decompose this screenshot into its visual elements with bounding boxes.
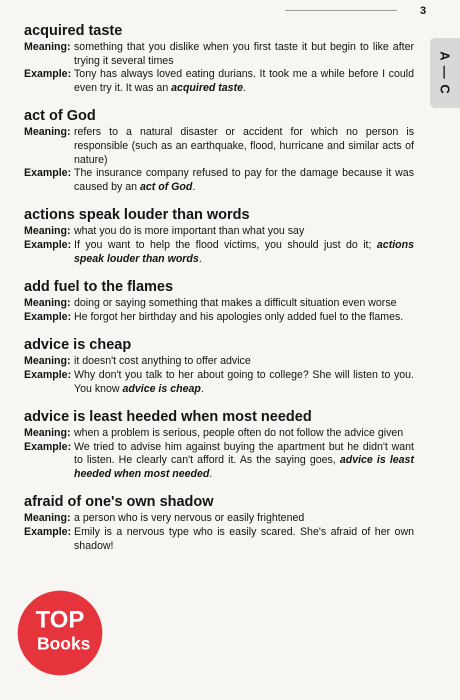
example-label: Example: <box>24 310 72 323</box>
watermark-line2: Books <box>36 633 91 654</box>
meaning-label: Meaning: <box>24 427 71 440</box>
thumb-index-tab <box>430 38 460 108</box>
idiom-headword: advice is cheap <box>24 337 132 354</box>
meaning-text: doing or saying something that makes a difficult situation even worse <box>74 297 397 310</box>
header-rule <box>285 10 397 11</box>
example-text: The insurance company refused to pay for the damage because it was caused by an act of God. <box>74 167 414 193</box>
meaning-text: a person who is very nervous or easily frightened <box>74 512 305 525</box>
entry <box>24 336 414 396</box>
meaning-label: Meaning: <box>24 126 71 139</box>
example-text: We tried to advise him against buying the apartment but he didn't want to listen. He clearly can't afford it. As the saying goes, advice is least heeded when most needed. <box>74 440 414 480</box>
example-label: Example: <box>24 440 72 453</box>
idiom-headword: actions speak louder than words <box>24 207 250 224</box>
dictionary-entries <box>24 22 414 565</box>
entry <box>24 22 414 95</box>
meaning-text: something that you dislike when you first taste it but begin to like after trying it several times <box>74 41 414 67</box>
example-label: Example: <box>24 167 72 180</box>
example-label: Example: <box>24 526 72 539</box>
entry <box>24 278 414 324</box>
topbooks-watermark-logo <box>14 587 106 679</box>
meaning-label: Meaning: <box>24 41 71 53</box>
idiom-headword: add fuel to the flames <box>24 279 174 296</box>
example-label: Example: <box>24 68 72 81</box>
idiom-headword: advice is least heeded when most needed <box>24 409 312 426</box>
meaning-label: Meaning: <box>24 512 71 525</box>
idiom-headword: acquired taste <box>24 23 123 39</box>
idiom-headword: afraid of one's own shadow <box>24 494 214 511</box>
meaning-text: what you do is more important than what you say <box>74 225 305 238</box>
example-text: Emily is a nervous type who is easily scared. She's afraid of her own shadow! <box>74 526 414 552</box>
meaning-text: it doesn't cost anything to offer advice <box>74 355 251 368</box>
thumb-index-label: A — C <box>437 51 453 95</box>
entry <box>24 408 414 481</box>
meaning-text: when a problem is serious, people often do not follow the advice given <box>74 427 404 440</box>
idiom-headword: act of God <box>24 108 96 125</box>
example-label: Example: <box>24 368 72 381</box>
entry <box>24 493 414 553</box>
meaning-text: refers to a natural disaster or accident for which no person is responsible (such as an earthquake, flood, hurricane and similar acts of nature) <box>74 126 414 166</box>
meaning-label: Meaning: <box>24 355 71 368</box>
example-text: If you want to help the flood victims, you should just do it; actions speak louder than words. <box>74 238 414 265</box>
example-text: Why don't you talk to her about going to college? She will listen to you. You know advice is cheap. <box>74 368 414 395</box>
example-label: Example: <box>24 238 72 251</box>
example-text: He forgot her birthday and his apologies only added fuel to the flames. <box>74 310 404 323</box>
page-number: 3 <box>420 5 427 17</box>
meaning-label: Meaning: <box>24 297 71 310</box>
entry <box>24 206 414 266</box>
meaning-label: Meaning: <box>24 225 71 238</box>
example-text: Tony has always loved eating durians. It took me a while before I could even try it. It was an acquired taste. <box>74 68 414 94</box>
entry <box>24 107 414 194</box>
watermark-line1: TOP <box>35 606 85 634</box>
